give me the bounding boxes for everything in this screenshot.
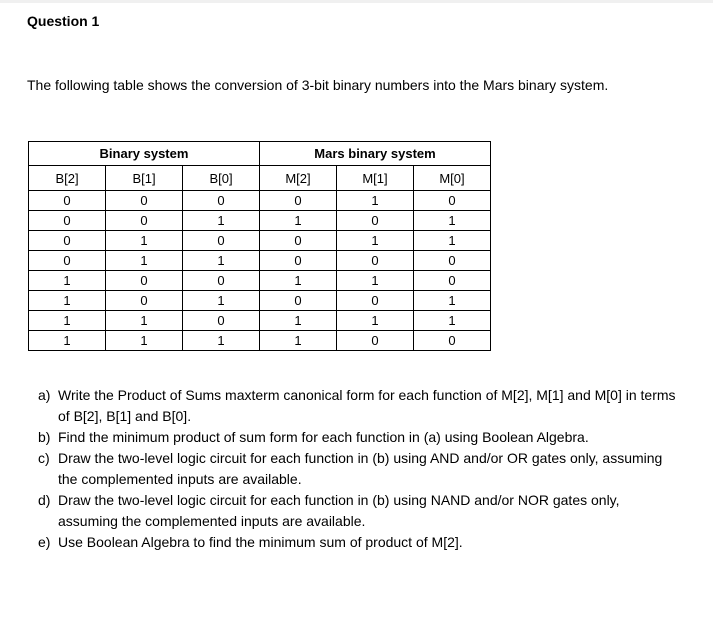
question-label: c) xyxy=(38,450,50,466)
table-cell: 1 xyxy=(106,331,183,351)
table-row xyxy=(29,331,491,351)
table-cell: 1 xyxy=(29,291,106,311)
question-list xyxy=(38,385,678,553)
intro-text: The following table shows the conversion of 3-bit binary numbers into the Mars binary system. xyxy=(27,77,609,93)
table-cell: 0 xyxy=(106,191,183,211)
conversion-table xyxy=(28,141,491,351)
table-cell: 1 xyxy=(337,191,414,211)
table-cell: 1 xyxy=(106,231,183,251)
question-item xyxy=(38,532,678,553)
table-cell: 0 xyxy=(106,211,183,231)
table-cell: 1 xyxy=(183,331,260,351)
table-cell: 0 xyxy=(337,291,414,311)
col-header-b1: B[1] xyxy=(106,166,183,191)
col-header-m0: M[0] xyxy=(414,166,491,191)
table-cell: 0 xyxy=(183,271,260,291)
table-cell: 0 xyxy=(414,271,491,291)
table-cell: 1 xyxy=(183,211,260,231)
table-cell: 1 xyxy=(106,251,183,271)
table-cell: 1 xyxy=(29,311,106,331)
table-cell: 0 xyxy=(260,291,337,311)
table-cell: 1 xyxy=(29,331,106,351)
table-cell: 1 xyxy=(29,271,106,291)
table-cell: 1 xyxy=(260,311,337,331)
table-cell: 0 xyxy=(106,271,183,291)
table-cell: 0 xyxy=(414,331,491,351)
table-cell: 0 xyxy=(106,291,183,311)
question-label: d) xyxy=(38,492,51,508)
table-cell: 1 xyxy=(106,311,183,331)
col-header-m2: M[2] xyxy=(260,166,337,191)
table-cell: 0 xyxy=(260,251,337,271)
binary-system-header: Binary system xyxy=(29,142,260,166)
table-cell: 0 xyxy=(337,251,414,271)
group-header-row xyxy=(29,142,491,166)
table-row xyxy=(29,311,491,331)
table-cell: 0 xyxy=(414,251,491,271)
table-cell: 0 xyxy=(260,191,337,211)
col-header-b2: B[2] xyxy=(29,166,106,191)
table-cell: 1 xyxy=(183,291,260,311)
table-cell: 1 xyxy=(414,231,491,251)
table-cell: 1 xyxy=(260,211,337,231)
question-label: b) xyxy=(38,429,51,445)
table-row xyxy=(29,251,491,271)
col-header-m1: M[1] xyxy=(337,166,414,191)
table-row xyxy=(29,211,491,231)
table-cell: 0 xyxy=(29,251,106,271)
table-cell: 0 xyxy=(183,191,260,211)
table-cell: 0 xyxy=(337,211,414,231)
table-cell: 0 xyxy=(29,211,106,231)
question-text: Draw the two-level logic circuit for each function in (b) using NAND and/or NOR gates only, assuming the complemented inputs are available. xyxy=(58,492,620,529)
column-header-row xyxy=(29,166,491,191)
table-cell: 1 xyxy=(414,311,491,331)
table-cell: 0 xyxy=(414,191,491,211)
table-row xyxy=(29,291,491,311)
table-cell: 1 xyxy=(183,251,260,271)
table-row xyxy=(29,231,491,251)
table-cell: 1 xyxy=(337,311,414,331)
mars-system-header: Mars binary system xyxy=(260,142,491,166)
table-cell: 1 xyxy=(260,271,337,291)
question-item xyxy=(38,490,678,532)
table-cell: 0 xyxy=(183,311,260,331)
table-row xyxy=(29,191,491,211)
question-label: a) xyxy=(38,387,51,403)
question-heading: Question 1 xyxy=(27,13,100,29)
question-item xyxy=(38,385,678,427)
table-cell: 0 xyxy=(337,331,414,351)
question-label: e) xyxy=(38,534,51,550)
question-text: Find the minimum product of sum form for each function in (a) using Boolean Algebra. xyxy=(58,429,589,445)
question-text: Write the Product of Sums maxterm canonical form for each function of M[2], M[1] and M[0] in terms of B[2], B[1] and B[0]. xyxy=(58,387,676,424)
top-rule xyxy=(0,0,713,3)
question-item xyxy=(38,448,678,490)
col-header-b0: B[0] xyxy=(183,166,260,191)
table-cell: 1 xyxy=(414,291,491,311)
table-cell: 1 xyxy=(414,211,491,231)
table-cell: 0 xyxy=(183,231,260,251)
table-cell: 0 xyxy=(260,231,337,251)
question-item xyxy=(38,427,678,448)
table-cell: 1 xyxy=(337,271,414,291)
question-text: Draw the two-level logic circuit for each function in (b) using AND and/or OR gates only, assuming the complemented inputs are available. xyxy=(58,450,663,487)
question-text: Use Boolean Algebra to find the minimum sum of product of M[2]. xyxy=(58,534,463,550)
table-body xyxy=(29,191,491,351)
table-cell: 0 xyxy=(29,191,106,211)
table-cell: 1 xyxy=(260,331,337,351)
table-cell: 0 xyxy=(29,231,106,251)
table-row xyxy=(29,271,491,291)
table-cell: 1 xyxy=(337,231,414,251)
